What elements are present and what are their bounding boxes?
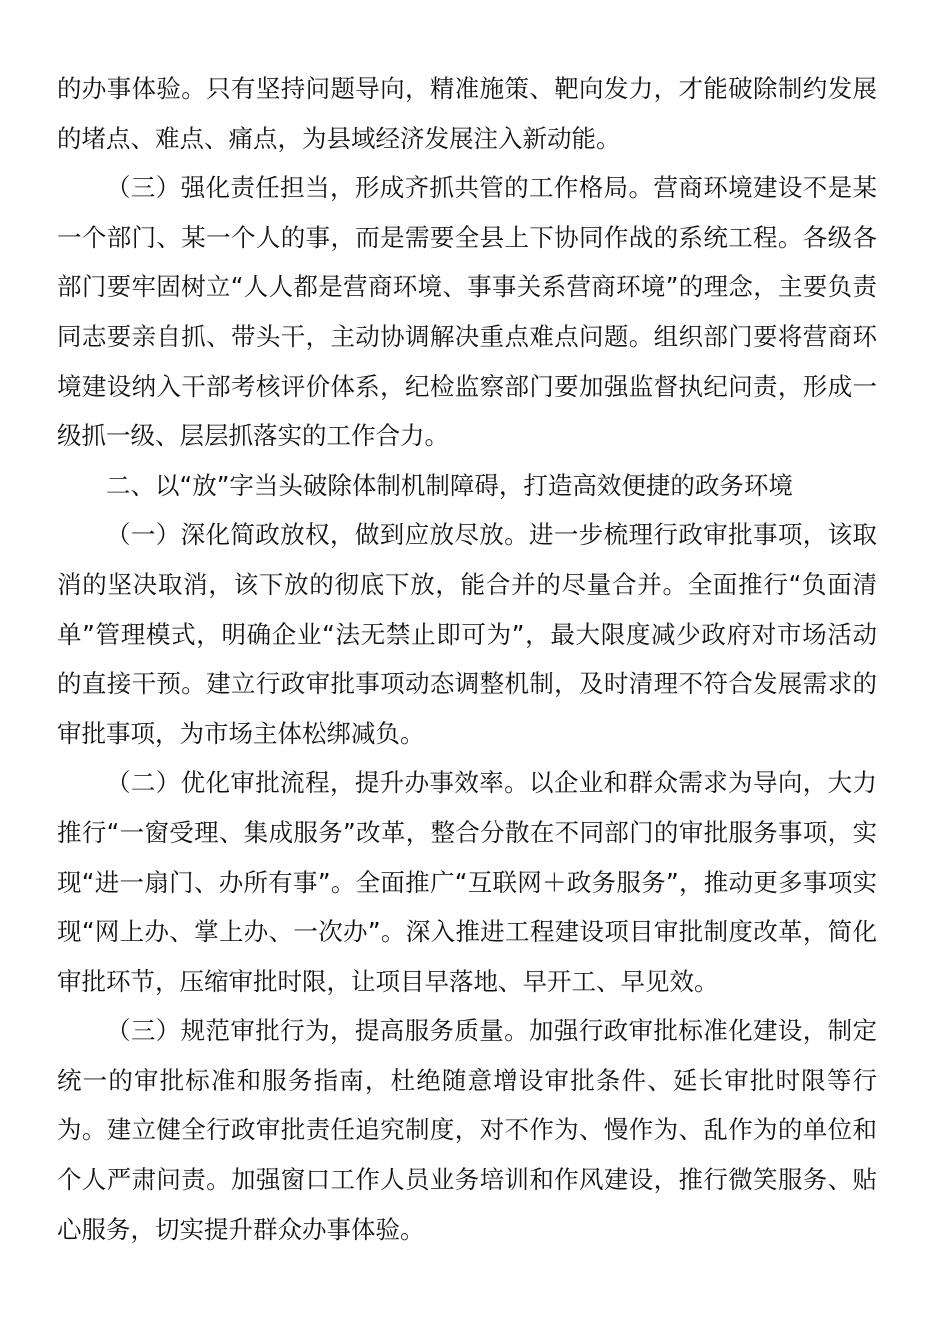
paragraph-optimize-process: （二）优化审批流程，提升办事效率。以企业和群众需求为导向，大力推行“一窗受理、集成服务”改革，整合分散在不同部门的审批服务事项，实现“进一扇门、办所有事”。全面推广“互联网＋政务服务”，推动更多事项实现“网上办、掌上办、一次办”。深入推进工程建设项目审批制度改革，简化审批环节，压缩审批时限，让项目早落地、早开工、早见效。 bbox=[57, 768, 877, 996]
paragraph-standardize: （三）规范审批行为，提高服务质量。加强行政审批标准化建设，制定统一的审批标准和服务指南，杜绝随意增设审批条件、延长审批时限等行为。建立健全行政审批责任追究制度，对不作为、慢作为、乱作为的单位和个人严肃问责。加强窗口工作人员业务培训和作风建设，推行微笑服务、贴心服务，切实提升群众办事体验。 bbox=[57, 1016, 877, 1244]
paragraph-continuation: 的办事体验。只有坚持问题导向，精准施策、靶向发力，才能破除制约发展的堵点、难点、痛点，为县域经济发展注入新动能。 bbox=[57, 74, 877, 153]
paragraph-streamline: （一）深化简政放权，做到应放尽放。进一步梳理行政审批事项，该取消的坚决取消，该下放的彻底下放，能合并的尽量合并。全面推行“负面清单”管理模式，明确企业“法无禁止即可为”，最大限度减少政府对市场活动的直接干预。建立行政审批事项动态调整机制，及时清理不符合发展需求的审批事项，为市场主体松绑减负。 bbox=[57, 520, 877, 748]
paragraph-responsibility: （三）强化责任担当，形成齐抓共管的工作格局。营商环境建设不是某一个部门、某一个人的事，而是需要全县上下协同作战的系统工程。各级各部门要牢固树立“人人都是营商环境、事事关系营商环境”的理念，主要负责同志要亲自抓、带头干，主动协调解决重点难点问题。组织部门要将营商环境建设纳入干部考核评价体系，纪检监察部门要加强监督执纪问责，形成一级抓一级、层层抓落实的工作合力。 bbox=[57, 173, 877, 451]
section-heading-2: 二、以“放”字当头破除体制机制障碍，打造高效便捷的政务环境 bbox=[106, 470, 793, 500]
document-body bbox=[57, 64, 877, 1254]
